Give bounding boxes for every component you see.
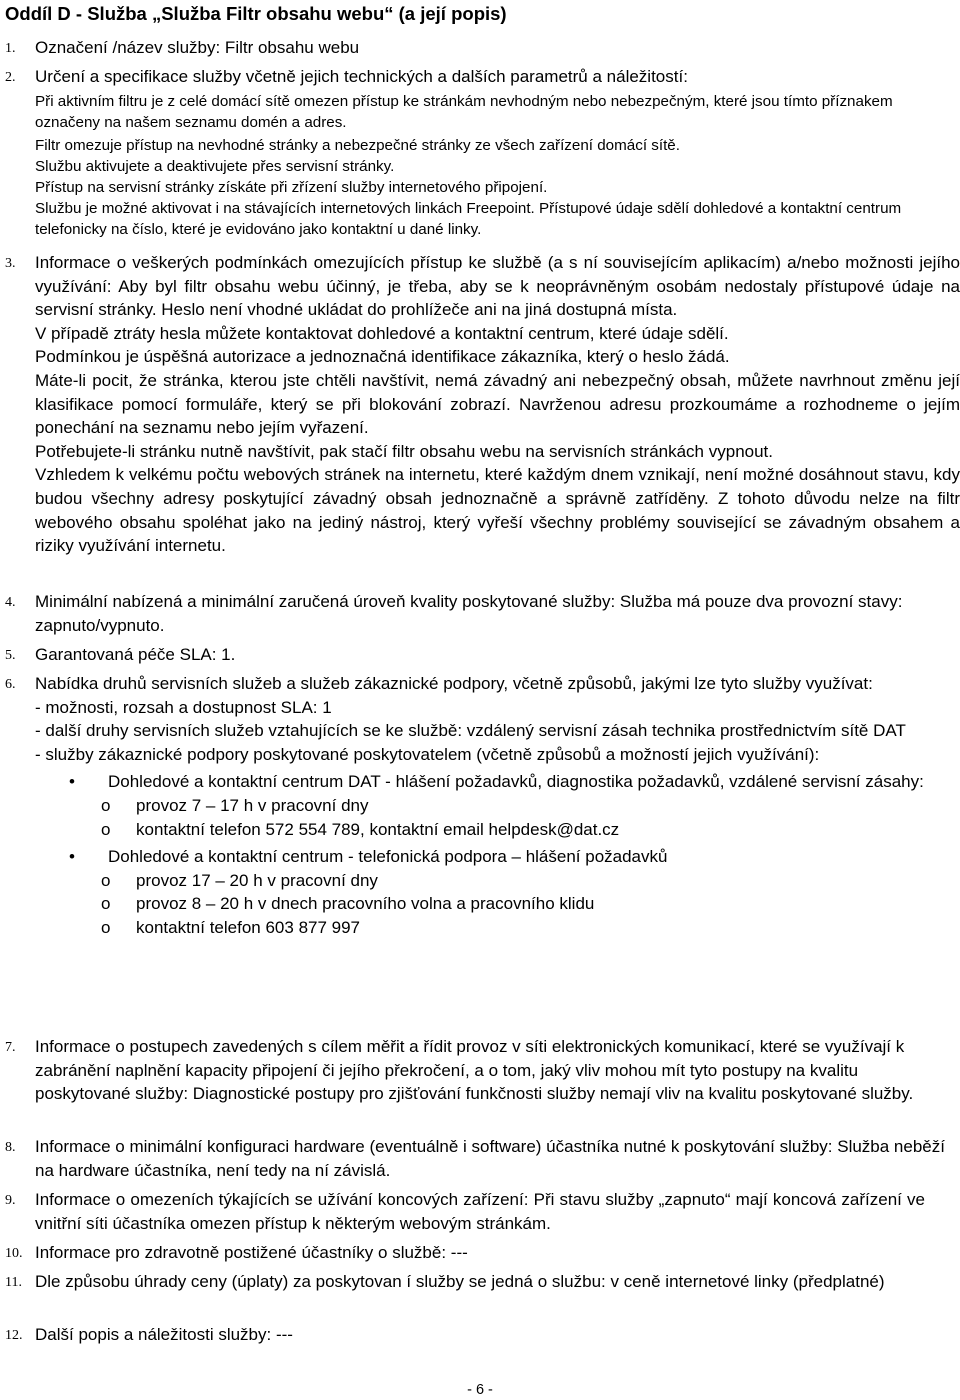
list-item-5 [5, 643, 955, 667]
bullet-item [35, 770, 960, 794]
item-text: Garantovaná péče SLA: 1. [35, 645, 236, 664]
item-number: 11. [5, 1275, 22, 1290]
list-item-3 [5, 251, 960, 558]
detail-line: - další druhy servisních služeb vztahujících se ke službě: vzdálený servisní zásah technika prostřednictvím sítě DAT [35, 721, 906, 741]
detail-line: Službu aktivujete a deaktivujete přes servisní stránky. [35, 158, 395, 175]
list-item-9 [5, 1188, 955, 1235]
item-number: 7. [5, 1040, 16, 1055]
item-number: 1. [5, 41, 16, 56]
item-number: 12. [5, 1328, 23, 1343]
item-text: Informace o veškerých podmínkách omezujících přístup ke službě (a s ní souvisejícím aplikacím) a/nebo možnosti jejího využívání: Aby byl filtr obsahu webu účinný, je třeba, aby se k neoprávněným osobám nedostaly přístupové údaje na servisní stránky. Heslo není vhodné ukládat do prohlížeče ani na jiná dostupná místa. [35, 253, 960, 320]
sub-glyph: o [101, 894, 111, 914]
item-number: 10. [5, 1246, 23, 1261]
bullet-item [35, 845, 960, 869]
item-number: 9. [5, 1193, 16, 1208]
sub-text: kontaktní telefon 603 877 997 [136, 917, 361, 937]
item-number: 3. [5, 256, 16, 271]
detail-line: V případě ztráty hesla můžete kontaktovat dohledové a kontaktní centrum, které údaje sdělí. [35, 323, 729, 343]
detail-line: Při aktivním filtru je z celé domácí sítě omezen přístup ke stránkám nevhodným nebo nebezpečným, které jsou tímto příznakem označeny na našem seznamu domén a adres. [35, 93, 893, 131]
detail-line: - služby zákaznické podpory poskytované poskytovatelem (včetně způsobů a možností jejich využívání): [35, 744, 820, 764]
detail-line: Potřebujete-li stránku nutně navštívit, pak stačí filtr obsahu webu na servisních stránkách vypnout. [35, 441, 773, 461]
detail-line: Vzhledem k velkému počtu webových stránek na internetu, které každým dnem vznikají, není možné dosáhnout stavu, kdy budou všechny adresy poskytující závadný obsah jednoznačně a správně zatříděny. Z tohoto důvodu nelze na filtr webového obsahu spoléhat jako na jediný nástroj, který vyřeší všechny problémy související se závadným obsahem a riziky využívání internetu. [35, 465, 960, 556]
item-number: 6. [5, 677, 16, 692]
sub-glyph: o [101, 917, 111, 937]
list-item-6 [5, 672, 955, 940]
list-item-10 [5, 1241, 955, 1265]
item-text: Informace o minimální konfiguraci hardware (eventuálně i software) účastníka nutné k poskytování služby: Služba neběží na hardware účastníka, není tedy na ní závislá. [35, 1137, 945, 1180]
list-item-12 [5, 1323, 955, 1347]
section-title: Oddíl D - Služba „Služba Filtr obsahu webu“ (a její popis) [5, 3, 507, 24]
item-text: Určení a specifikace služby včetně jejich technických a dalších parametrů a náležitostí: [35, 67, 688, 86]
list-item-1 [5, 36, 955, 60]
sub-item [35, 892, 960, 916]
item-2-details [5, 91, 955, 240]
list-item-7 [5, 1035, 955, 1106]
sub-text: provoz 17 – 20 h v pracovní dny [136, 870, 378, 890]
detail-line: Službu je možné aktivovat i na stávajících internetových linkách Freepoint. Přístupové údaje sdělí dohledové a kontaktní centrum telefonicky na číslo, které je evidováno jako kontaktní u dané linky. [35, 200, 902, 238]
item-text: Informace o postupech zavedených s cílem měřit a řídit provoz v síti elektronických komunikací, které se využívají k zabránění naplnění kapacity připojení či jejího překročení, a o tom, jaký vliv mohou mít tyto postupy na kvalitu poskytované služby: Diagnostické postupy pro zjišťování funkčnosti služby nemají vliv na kvalitu poskytované služby. [35, 1037, 914, 1104]
bullet-glyph: • [69, 772, 75, 792]
item-number: 8. [5, 1140, 16, 1155]
bullet-text: Dohledové a kontaktní centrum DAT - hlášení požadavků, diagnostika požadavků, vzdálené servisní zásahy: [108, 772, 924, 792]
page-number: - 6 - [467, 1382, 493, 1398]
item-text: Minimální nabízená a minimální zaručená úroveň kvality poskytované služby: Služba má pouze dva provozní stavy: zapnuto/vypnuto. [35, 592, 903, 635]
sub-item [35, 794, 960, 818]
bullet-text: Dohledové a kontaktní centrum - telefonická podpora – hlášení požadavků [108, 847, 668, 867]
item-number: 2. [5, 70, 16, 85]
detail-line: Filtr omezuje přístup na nevhodné stránky a nebezpečné stránky ze všech zařízení domácí sítě. [35, 137, 680, 154]
sub-glyph: o [101, 870, 111, 890]
item-number: 4. [5, 595, 16, 610]
detail-line: - možnosti, rozsah a dostupnost SLA: 1 [35, 697, 332, 717]
item-text: Další popis a náležitosti služby: --- [35, 1325, 293, 1344]
sub-item [35, 869, 960, 893]
sub-item [35, 916, 960, 940]
item-text: Označení /název služby: Filtr obsahu webu [35, 38, 360, 57]
list-item-11 [5, 1270, 955, 1294]
item-number: 5. [5, 648, 16, 663]
item-text: Informace o omezeních týkajících se užívání koncových zařízení: Při stavu služby „zapnuto“ mají koncová zařízení ve vnitřní síti účastníka omezen přístup k některým webovým stránkám. [35, 1190, 925, 1233]
bullet-glyph: • [69, 847, 75, 867]
detail-line: Přístup na servisní stránky získáte při zřízení služby internetového připojení. [35, 179, 548, 196]
item-text: Dle způsobu úhrady ceny (úplaty) za poskytovan í služby se jedná o službu: v ceně internetové linky (předplatné) [35, 1272, 885, 1291]
sub-glyph: o [101, 819, 111, 839]
detail-line: Máte-li pocit, že stránka, kterou jste chtěli navštívit, nemá závadný ani nebezpečný obsah, můžete navrhnout změnu její klasifikace pomocí formuláře, který se při blokování zobrazí. Navrženou adresu prozkoumáme a rozhodneme o jejím ponechání na seznamu nebo jejím vyřazení. [35, 370, 960, 438]
sub-text: provoz 7 – 17 h v pracovní dny [136, 795, 369, 815]
list-item-2 [5, 65, 955, 89]
item-text: Nabídka druhů servisních služeb a služeb zákaznické podpory, včetně způsobů, jakými lze tyto služby využívat: [35, 674, 873, 693]
sub-text: provoz 8 – 20 h v dnech pracovního volna a pracovního klidu [136, 894, 595, 914]
sub-item [35, 818, 960, 842]
list-item-4 [5, 590, 955, 637]
list-item-8 [5, 1135, 955, 1182]
item-text: Informace pro zdravotně postižené účastníky o službě: --- [35, 1243, 468, 1262]
sub-text: kontaktní telefon 572 554 789, kontaktní email helpdesk@dat.cz [136, 819, 620, 839]
detail-line: Podmínkou je úspěšná autorizace a jednoznačná identifikace zákazníka, který o heslo žádá. [35, 347, 730, 367]
sub-glyph: o [101, 795, 111, 815]
